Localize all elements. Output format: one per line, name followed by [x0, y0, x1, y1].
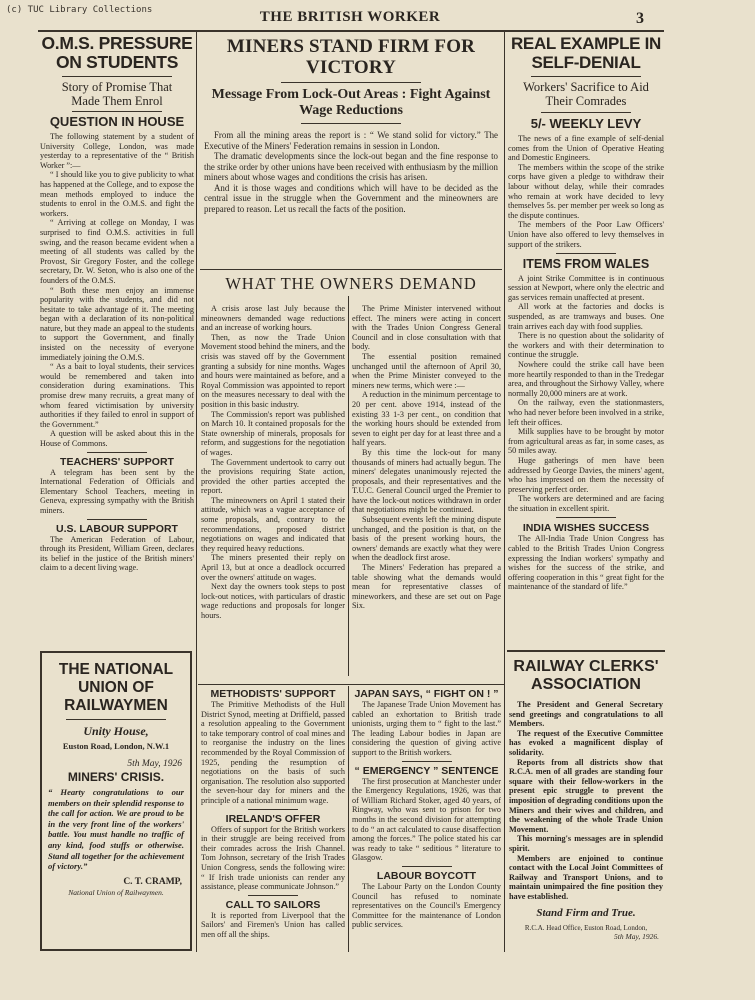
methodists-head: METHODISTS' SUPPORT: [210, 688, 336, 700]
wales-paragraph: All work at the factories and docks is suspended, as are tramways and buses. One train arrives each day with food supplies.: [508, 302, 664, 331]
headline-self-denial: REAL EXAMPLE IN SELF-DENIAL: [510, 34, 662, 72]
oms-paragraph: “ I should like you to give publicity to what has happened at the College, and to expose the mean methods employed to induce the students to enrol in the O.M.S. and fight the workers.: [40, 170, 194, 218]
items-from-wales-head: ITEMS FROM WALES: [522, 257, 650, 272]
nur-message: “ Hearty congratulations to our members on their splendid response to the call for action. We are proud to be in the very front line of the workers' battle. You must handle no traffic of any kind, food stuffs or otherwise. Stand all together for the achievement of victory.”: [48, 787, 184, 872]
wales-paragraph: On the railway, even the stationmasters, who had never before been involved in a strike, left their offices.: [508, 398, 664, 427]
emergency-body: [352, 777, 501, 863]
wales-paragraph: There is no question about the solidarity of the workers and with their determination to continue the struggle.: [508, 331, 664, 360]
rca-title: RAILWAY CLERKS' ASSOCIATION: [513, 658, 659, 693]
japan-body: [352, 700, 501, 758]
wales-paragraph: A joint Strike Committee is in continuous session at Newport, where only the electric and gas services remain unaffected at present.: [508, 273, 664, 302]
oms-paragraph: “ As a bait to loyal students, their services would be remembered and taken into consideration during examinations. This promise drew many recruits, a great many of whom feared victimisation by university authorities if they failed to enrol in support of the Government.”: [40, 362, 194, 429]
divider: [87, 452, 147, 453]
ireland-body: [201, 825, 345, 892]
oms-body: [40, 132, 194, 449]
weekly-levy-head: 5/- WEEKLY LEVY: [530, 116, 642, 131]
owners-paragraph: The essential position remained unchanged until the afternoon of April 30, when the Prime Minister conveyed to the miners new terms, which were :—: [352, 351, 501, 390]
top-rule: [38, 30, 664, 32]
subhead-oms: Story of Promise That Made Them Enrol: [61, 80, 173, 108]
owners-paragraph: A reduction in the minimum percentage to 20 per cent. above 1914, instead of the existing 33 1-3 per cent., on condition that the working hours should be extended from seven to eight per day for at least three and a half years.: [352, 390, 501, 448]
owners-paragraph: Subsequent events left the mining dispute unchanged, and the position is that, on the basis of the present working hours, the owners' demands are exactly what they were when the deadlock first arose.: [352, 515, 501, 563]
wales-paragraph: The workers are determined and are facing the situation in excellent spirit.: [508, 494, 664, 513]
owners-top-rule: [200, 269, 502, 270]
nur-org: National Union of Railwaymen.: [68, 887, 164, 897]
teachers-support-head: TEACHERS' SUPPORT: [60, 455, 174, 468]
india-head: INDIA WISHES SUCCESS: [522, 522, 650, 535]
column-rule-2: [348, 296, 349, 676]
miners-intro: [204, 130, 498, 214]
owners-demand-heading-box: [200, 273, 502, 297]
nur-house: Unity House,: [83, 724, 149, 738]
bottom-left-column: [201, 688, 345, 950]
divider: [556, 517, 616, 518]
rca-paragraph: Reports from all districts show that R.C.A. men of all grades are standing four square with their fellow-workers in the present epic struggle to prevent the imposition of degrading conditions upon the Miners and their wives and children, and the weakening of the whole Trade Union Movement.: [509, 757, 664, 834]
owners-paragraph: Next day the owners took steps to post lock-out notices, with particulars of drastic wage reductions and proposals for longer hours.: [201, 582, 345, 620]
boycott-head: LABOUR BOYCOTT: [376, 869, 477, 882]
japan-head: JAPAN SAYS, “ FIGHT ON ! ”: [354, 688, 499, 700]
nur-notice-box: [40, 651, 192, 951]
wales-paragraph: Milk supplies have to be brought by motor from agricultural areas as far, in some cases, as 50 miles away.: [508, 427, 664, 456]
divider: [541, 112, 631, 113]
owners-paragraph: The Government undertook to carry out the provisions requiring State action, provided the other parties accepted the report.: [201, 457, 345, 496]
subhead-miners: Message From Lock-Out Areas : Fight Against Wage Reductions: [211, 87, 491, 118]
emergency-text: The first prosecution at Manchester under the Emergency Regulations, 1926, was that of William Richard Stoker, aged 40 years, of Ringway, who was sent to prison for two months in the second division for attempting to do “ an act calculated to cause disaffection among the forces.” The police stated his car was ready to take “ seditious ” literature to Glasgow.: [352, 776, 501, 863]
subhead-self-denial: Workers' Sacrifice to Aid Their Comrades: [523, 80, 649, 108]
sailors-head: CALL TO SAILORS: [225, 898, 321, 911]
divider: [248, 895, 298, 896]
rca-paragraph: Members are enjoined to continue contact with the Local Joint Committees of Railway and Transport Unions, and to maintain unimpaired the fine position they have established.: [509, 853, 663, 901]
emergency-head: “ EMERGENCY ” SENTENCE: [354, 764, 499, 777]
levy-paragraph: The news of a fine example of self-denial comes from the Union of Operative Heating and Domestic Engineers.: [508, 134, 664, 163]
divider: [556, 253, 616, 254]
sailors-text: It is reported from Liverpool that the Sailors' and Firemen's Union has called men off all the ships.: [201, 910, 345, 939]
nur-signed: C. T. CRAMP,: [123, 876, 182, 887]
owners-demand-heading: WHAT THE OWNERS DEMAND: [225, 274, 477, 293]
owners-paragraph: Then, as now the Trade Union Movement stood behind the miners, and the crisis was staved off by the Government granting a subsidy for nine months. Wages and hours were maintained as before, and a Royal Commission was appointed to report on the measures necessary to deal with the position in this basic industry.: [201, 332, 345, 409]
teachers-text: A telegram has been sent by the International Federation of Officials and Elementary School Teachers, meeting in Geneva, expressing sympathy with the British miners.: [40, 467, 194, 515]
library-credit: (c) TUC Library Collections: [6, 5, 153, 15]
divider: [281, 82, 421, 83]
japan-text: The Japanese Trade Union Movement has cabled an exhortation to British trade unionists, urging them to “ fight to the last.” The leading Labour bodies in Japan are considering the question of giving active support to the British workers.: [352, 700, 501, 757]
divider: [72, 111, 162, 112]
miners-intro-paragraph: And it is those wages and conditions which will have to be decided as the central issue in the struggle when the Government and the mineowners are prepared to reason. Let us recall the facts of the position.: [204, 182, 498, 214]
column-rule-2b: [348, 686, 349, 952]
rca-body: [509, 700, 663, 901]
owners-paragraph: The mineowners on April 1 stated their attitude, which was a vague acceptance of some proposals, and, contrary to the recommendations, proposed district negotiations on wages and indicated that they required heavy reductions.: [201, 495, 345, 553]
oms-paragraph: The following statement by a student of University College, London, was made yesterday to a representative of the “ British Worker ”:—: [40, 132, 194, 170]
wales-body: [508, 274, 664, 514]
bottom-section-rule: [198, 684, 504, 685]
nur-address: Euston Road, London, N.W.1: [62, 741, 170, 751]
divider: [402, 761, 452, 762]
rca-date: 5th May, 1926.: [614, 932, 659, 942]
miners-intro-paragraph: The dramatic developments since the lock-out began and the fine response to the strike order by other unions have been received with enthusiasm by the million miners about whose wages and conditions the crisis has arisen.: [204, 151, 498, 182]
owners-paragraph: By this time the lock-out for many thousands of miners had actually begun. The miners' delegates unanimously rejected the proposals, and their representatives and the T.U.C. General Council urged the Premier to have the lock-out notices withdrawn in order that negotiations might be continued.: [352, 447, 501, 515]
rca-office: R.C.A. Head Office, Euston Road, London,: [524, 924, 648, 933]
divider: [87, 519, 147, 520]
miners-intro-paragraph: From all the mining areas the report is : “ We stand solid for victory.” The Executive of the Miners' Federation remains in session in London.: [204, 130, 498, 151]
oms-paragraph: “ Both these men enjoy an immense popularity with the students, and did not hesitate to take advantage of it. The meeting began with a declaration of its non-political nature, but they made an appeal to the students to support the Government, and finally insisted on the necessity of everyone immediately joining the O.M.S.: [40, 285, 194, 362]
divider: [62, 76, 172, 77]
section-question-in-house: QUESTION IN HOUSE: [49, 114, 185, 129]
divider: [301, 123, 401, 124]
india-body: [508, 534, 664, 592]
rca-paragraph: This morning's messages are in splendid spirit.: [509, 834, 663, 853]
us-labour-head: U.S. LABOUR SUPPORT: [56, 522, 178, 535]
rca-paragraph: The request of the Executive Committee has evoked a magnificent display of solidarity.: [509, 728, 663, 757]
divider: [531, 76, 641, 77]
teachers-body: [40, 468, 194, 516]
divider: [66, 719, 166, 720]
owners-paragraph: The Miners' Federation has prepared a table showing what the demands would mean for representative classes of mineworkers, and these are set out on Page Six.: [352, 563, 501, 611]
divider: [402, 866, 452, 867]
us-labour-body: [40, 535, 194, 573]
owners-paragraph: The Prime Minister intervened without effect. The miners were acting in concert with the Trades Union Congress General Council and in close consultation with that body.: [352, 304, 501, 352]
nur-title: THE NATIONAL UNION OF RAILWAYMEN: [58, 661, 174, 714]
article-oms-pressure: [40, 34, 194, 646]
ireland-text: Offers of support for the British workers in their struggle are being received from their comrades across the Irish Channel. Tom Johnson, secretary of the Irish Trades Union Congress, sends the following wire: “ If Irish trade unionists can render any assistance, please communicate Johnson.”: [201, 824, 345, 892]
article-miners-stand-firm: [200, 36, 502, 268]
boycott-body: [352, 882, 501, 930]
owners-right-column: [352, 304, 501, 680]
headline-miners: MINERS STAND FIRM FOR VICTORY: [226, 36, 476, 78]
rca-notice: [507, 650, 665, 952]
owners-paragraph: The miners presented their reply on April 13, but at once a deadlock occurred over the owners' attitude on wages.: [201, 553, 345, 582]
ireland-head: IRELAND'S OFFER: [225, 812, 321, 825]
right-column: [508, 34, 664, 644]
rca-paragraph: The President and General Secretary send greetings and congratulations to all Members.: [509, 700, 663, 729]
boycott-text: The Labour Party on the London County Council has refused to nominate representatives on the Council's Emergency Committee for the maintenance of London public services.: [352, 881, 501, 930]
wales-paragraph: Huge gatherings of men have been addressed by George Davies, the miners' agent, who has impressed on them the necessity of preserving perfect order.: [508, 455, 664, 494]
wales-paragraph: Nowhere could the strike call have been more heartily responded to than in the Tredegar area, and throughout the Sirhowy Valley, where normally 20,000 miners are at work.: [508, 359, 664, 398]
levy-paragraph: The members within the scope of the strike corps have given a pledge to withdraw their labour without delay, while their comrades who remain at work have decided to levy themselves 5s. per member per week so long as the dispute continues.: [508, 162, 664, 220]
column-rule-3: [504, 32, 505, 952]
sailors-body: [201, 911, 345, 940]
india-text: The All-India Trade Union Congress has cabled to the British Trades Union Congress expressing the Indian workers' sympathy and wishes for the success of the strike, and offering cooperation in this “ great fight for the maintenance of the standard of life.”: [508, 534, 664, 592]
methodists-text: The Primitive Methodists of the Hull District Synod, meeting at Driffield, passed a resolution appealing to the Government to take temporary control of coal mines and to reorganise the industry on the lines recommended by the Royal Commission of 1925, pending the resumption of negotiations on the basis of such organisation. The resolution also supported the seven-hour day for miners and the principle of a national minimum wage.: [201, 700, 345, 805]
oms-paragraph: “ Arriving at college on Monday, I was surprised to find O.M.S. activities in full swing, and the reason became evident when a meeting of all students was called by the Provost, Sir Gregory Foster, and the college secretary, Dr. W. Seton, who is also one of the founders of the O.M.S.: [40, 218, 194, 285]
rca-slogan: Stand Firm and True.: [536, 907, 636, 920]
nur-crisis: MINERS' CRISIS.: [67, 770, 165, 784]
methodists-body: [201, 700, 345, 806]
page-number: 3: [636, 10, 644, 27]
owners-paragraph: A crisis arose last July because the mineowners demanded wage reductions and an increase of working hours.: [201, 304, 345, 333]
levy-paragraph: The members of the Poor Law Officers' Union have also offered to levy themselves in support of the strikers.: [508, 220, 664, 249]
us-labour-text: The American Federation of Labour, through its President, William Green, declares its belief in the justice of the British miners' claim to a decent living wage.: [40, 534, 194, 573]
nur-date: 5th May, 1926: [127, 759, 182, 769]
owners-paragraph: The Commission's report was published on March 10. It contained proposals for the State ownership of minerals, proposals for reform, and suggestions for the negotiation of wages.: [201, 409, 345, 457]
column-rule-1: [196, 32, 197, 952]
headline-oms: O.M.S. PRESSURE ON STUDENTS: [41, 34, 193, 72]
bottom-mid-column: [352, 688, 501, 950]
divider: [248, 809, 298, 810]
levy-body: [508, 134, 664, 249]
masthead: THE BRITISH WORKER: [259, 9, 441, 25]
oms-paragraph: A question will be asked about this in the House of Commons.: [40, 429, 194, 448]
owners-left-column: [201, 304, 345, 680]
